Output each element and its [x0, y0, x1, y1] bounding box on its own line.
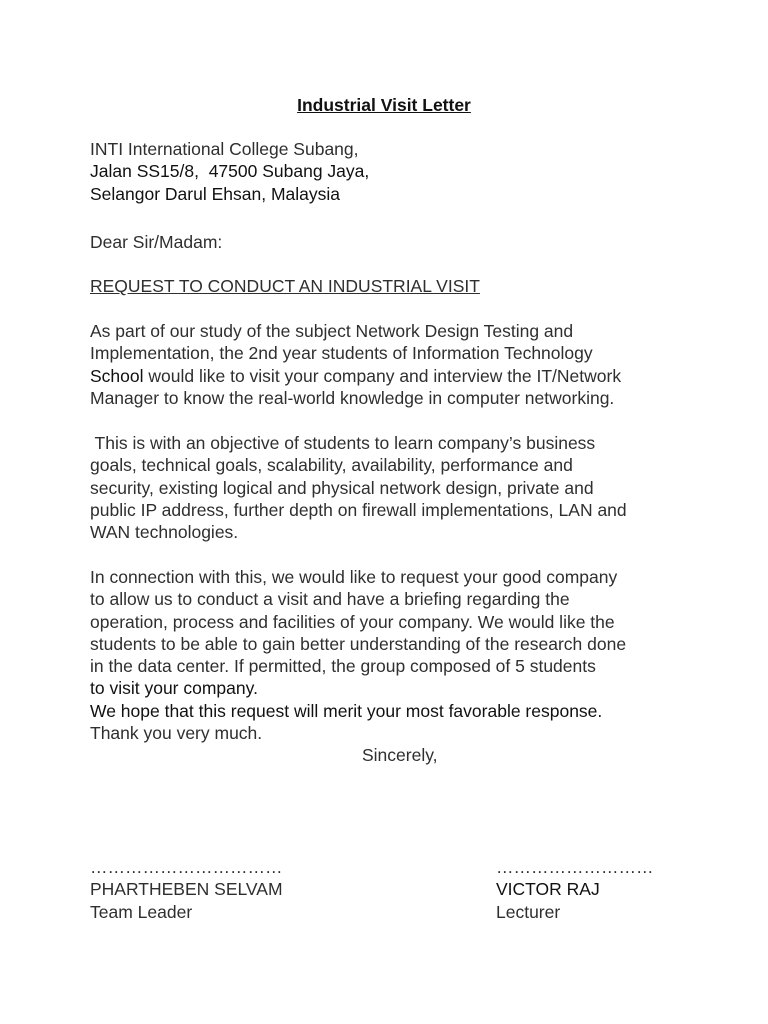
school-word: School — [90, 365, 144, 386]
paragraph-2-line-3: security, existing logical and physical network design, private and — [90, 477, 594, 498]
paragraph-1 — [90, 320, 690, 409]
paragraph-3-line-1: In connection with this, we would like to request your good company — [90, 567, 618, 587]
paragraph-2-line-1: This is with an objective of students to learn company’s business — [90, 433, 596, 453]
recipient-address — [90, 138, 690, 205]
address-line-3: Selangor Darul Ehsan, Malaysia — [90, 183, 340, 204]
signature-line-right: ……………………… — [496, 857, 654, 877]
signatory-name-right: VICTOR RAJ — [496, 879, 600, 900]
letter-title: Industrial Visit Letter — [297, 95, 471, 115]
signature-block-right — [496, 856, 654, 923]
closing: Sincerely, — [362, 745, 438, 765]
address-line-1: INTI International College Subang, — [90, 139, 359, 159]
paragraph-2 — [90, 432, 690, 543]
paragraph-3-line-6: to visit your company. — [90, 678, 258, 699]
signature-line-left: …………………………… — [90, 857, 283, 877]
paragraph-1-line-2: Implementation, the 2nd year students of Information Technology — [90, 343, 593, 364]
subject-text: REQUEST TO CONDUCT AN INDUSTRIAL VISIT — [90, 276, 480, 296]
paragraph-1-line-1: As part of our study of the subject Network Design Testing and — [90, 321, 574, 341]
signatory-name-left: PHARTHEBEN SELVAM — [90, 879, 283, 900]
paragraph-1-line-3 — [90, 365, 690, 387]
paragraph-2-line-5: WAN technologies. — [90, 522, 239, 543]
paragraph-2-line-4: public IP address, further depth on firewall implementations, LAN and — [90, 499, 627, 520]
paragraph-3-line-4: students to be able to gain better understanding of the research done — [90, 633, 627, 654]
salutation — [90, 231, 690, 253]
paragraph-1-line-4: Manager to know the real-world knowledge in computer networking. — [90, 387, 615, 408]
paragraph-3 — [90, 566, 690, 744]
paragraph-2-line-2: goals, technical goals, scalability, availability, performance and — [90, 455, 573, 476]
signatory-role-right: Lecturer — [496, 901, 561, 922]
paragraph-3-line-8: Thank you very much. — [90, 723, 263, 744]
signatory-role-left: Team Leader — [90, 901, 193, 922]
paragraph-3-line-5: in the data center. If permitted, the group composed of 5 students — [90, 656, 596, 677]
signature-block-left — [90, 856, 283, 923]
paragraph-1-line-3-rest: would like to visit your company and interview the IT/Network — [143, 365, 622, 386]
paragraph-3-line-2: to allow us to conduct a visit and have a briefing regarding the — [90, 589, 570, 610]
address-line-2: Jalan SS15/8, 47500 Subang Jaya, — [90, 161, 370, 182]
salutation-text: Dear Sir/Madam: — [90, 232, 223, 252]
paragraph-3-line-7: We hope that this request will merit your most favorable response. — [90, 700, 603, 721]
subject-line — [90, 275, 690, 297]
paragraph-3-line-3: operation, process and facilities of your company. We would like the — [90, 611, 615, 632]
